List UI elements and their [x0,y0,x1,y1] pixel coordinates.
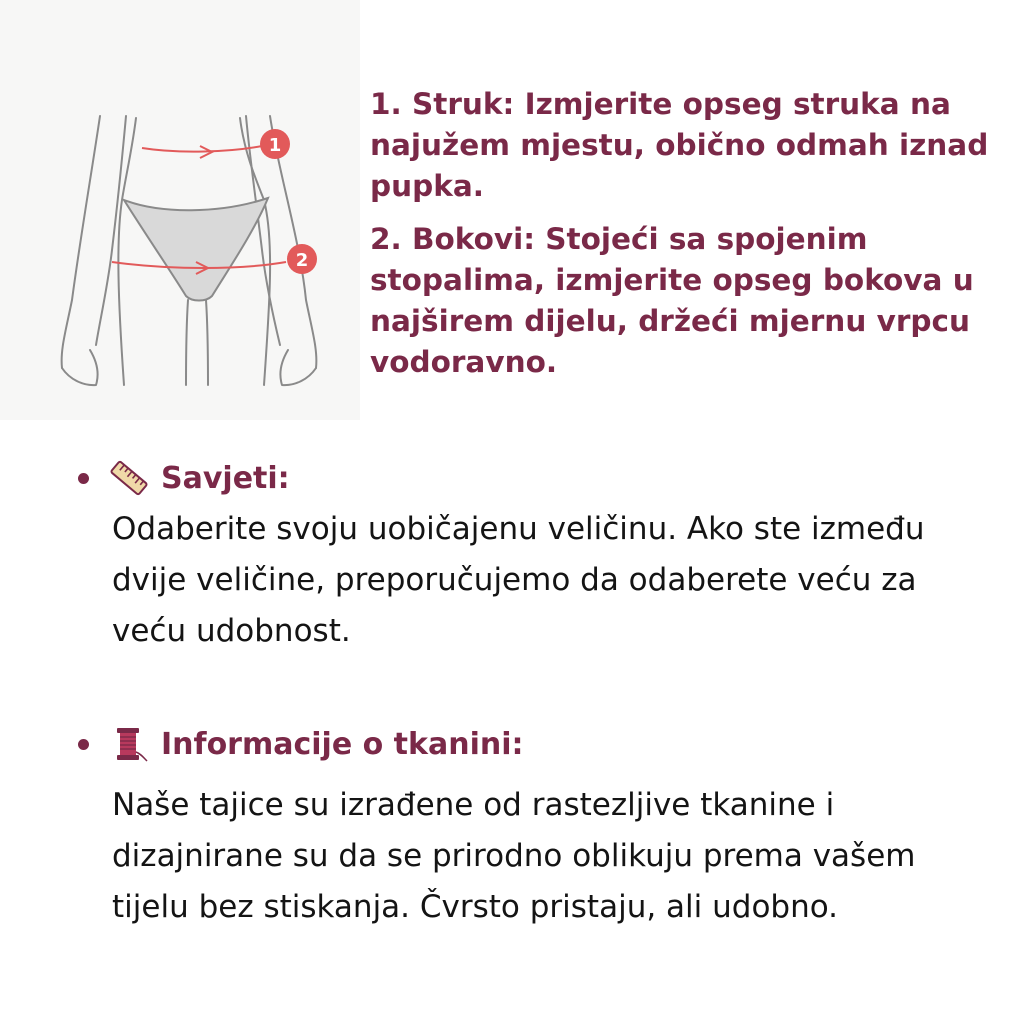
thread-spool-icon [109,724,149,764]
bullet-icon [78,739,89,750]
hip-measure-line [112,262,286,274]
body-outline-illustration [0,0,360,420]
bullet-icon [78,473,89,484]
waist-instruction: 1. Struk: Izmjerite opseg struka na najužem mjestu, obično odmah iznad pupka. [370,87,989,203]
waist-measure-line [142,146,262,158]
measurement-figure [0,0,360,420]
tips-text: Odaberite svoju uobičajenu veličinu. Ako ste između dvije veličine, preporučujemo da odaberete veću za veću udobnost. [112,511,925,649]
fabric-heading-row [78,722,524,766]
svg-text:1: 1 [268,135,282,156]
tips-heading: Savjeti: [161,460,290,496]
underwear-shape [124,198,268,301]
tips-heading-row [78,456,290,500]
ruler-icon [109,458,149,498]
measurement-instructions [370,84,1010,395]
marker-1 [260,129,290,159]
svg-text:2: 2 [295,250,309,271]
marker-2 [287,244,317,274]
fabric-heading: Informacije o tkanini: [161,726,524,762]
fabric-text: Naše tajice su izrađene od rastezljive tkanine i dizajnirane su da se prirodno oblikuju prema vašem tijelu bez stiskanja. Čvrsto pristaju, ali udobno. [112,787,916,925]
hip-instruction: 2. Bokovi: Stojeći sa spojenim stopalima, izmjerite opseg bokova u najširem dijelu, držeći mjernu vrpcu vodoravno. [370,222,974,379]
